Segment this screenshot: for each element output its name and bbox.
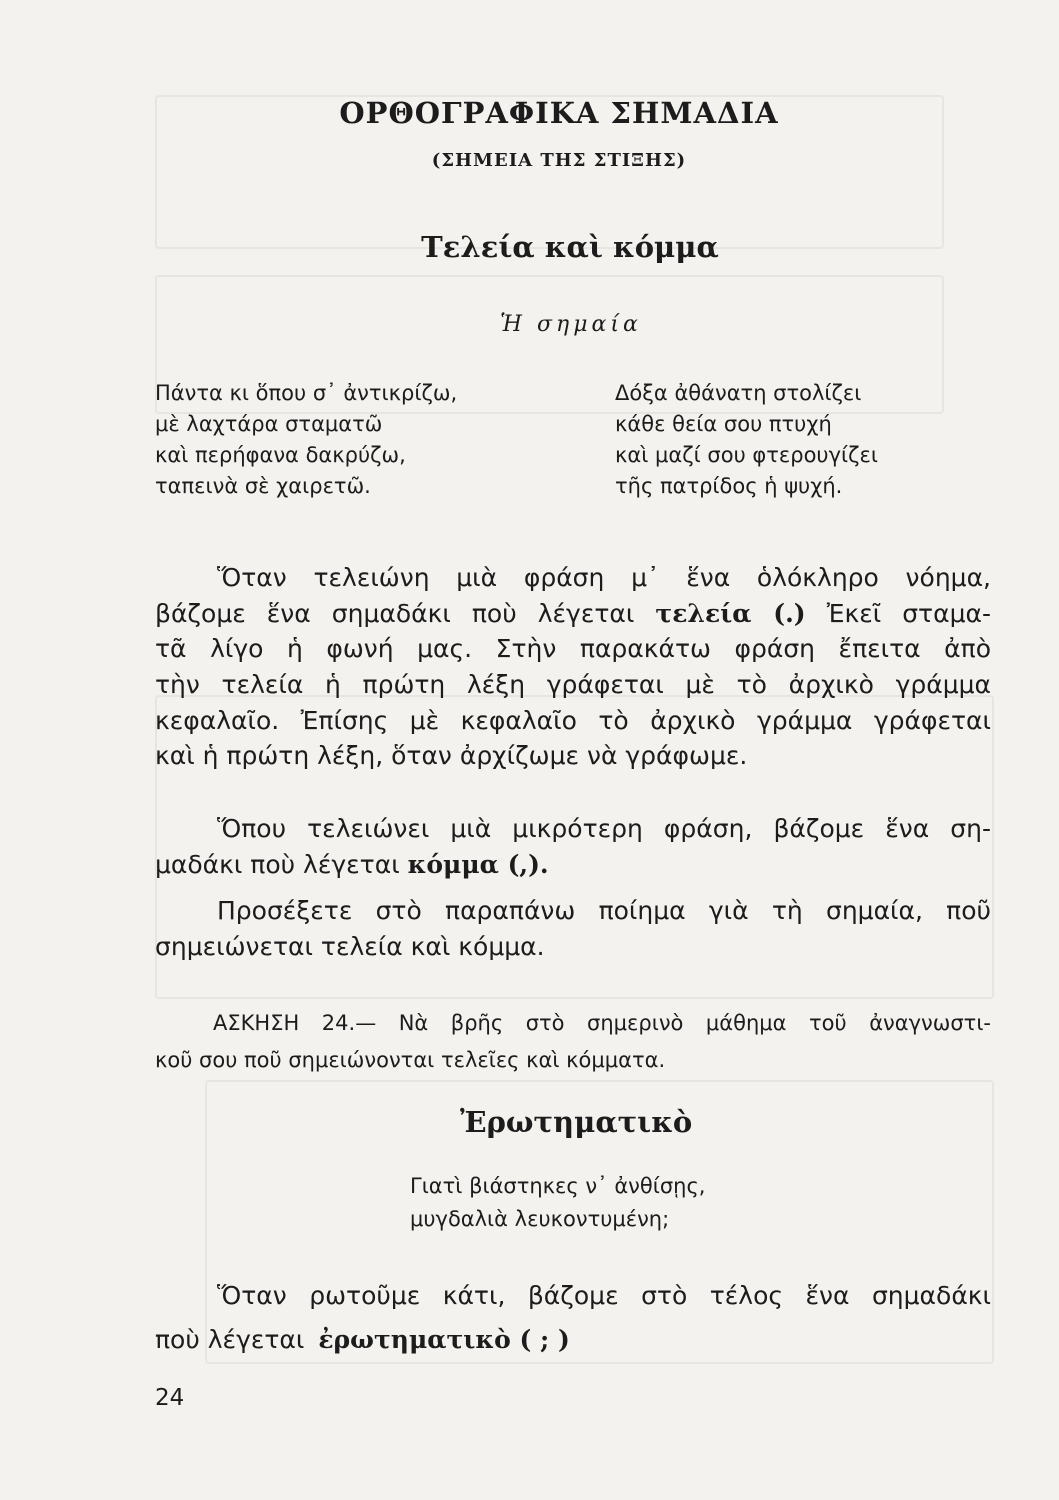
page-number: 24 [155,1385,185,1411]
poem-right-column [615,378,878,502]
text-line: Προσέξετε στὸ παραπάνω ποίημα γιὰ τὴ σημαία, ποῦ [217,896,991,925]
poem-title: Ἡ σημαία [500,312,642,337]
poem-line: καὶ περήφανα δακρύζω, [155,443,406,467]
paragraph-period [155,560,991,774]
section-title: Ἐρωτηματικὸ [460,1105,693,1139]
term-period: τελεία (.) [655,598,806,628]
term-comma: κόμμα (,). [407,849,549,879]
section-title: Τελεία καὶ κόμμα [421,230,719,264]
text-line: τὴν τελεία ἡ πρώτη λέξη γράφεται μὲ τὸ ἀρχικὸ γράμμα [155,670,991,700]
page-subtitle: (ΣΗΜΕΙΑ ΤΗΣ ΣΤΙΞΗΣ) [431,150,687,171]
text-line: Ὅταν ρωτοῦμε κάτι, βάζομε στὸ τέλος ἕνα σημαδάκι [217,1281,991,1310]
poem-line: τῆς πατρίδος ἡ ψυχή. [615,474,843,498]
text-span: βάζομε ἕνα σημαδάκι ποὺ λέγεται [155,598,635,628]
paragraph-comma [155,811,991,882]
text-line: Ὅταν τελειώνη μιὰ φράση μ᾽ ἕνα ὁλόκληρο νόημα, [217,563,991,592]
page-title: ΟΡΘΟΓΡΑΦΙΚΑ ΣΗΜΑΔΙΑ [339,96,779,130]
paragraph-question-mark [155,1274,991,1362]
poem-line: Δόξα ἀθάνατη στολίζει [615,381,862,405]
exercise-24 [155,1005,991,1079]
poem-left-column [155,378,457,502]
term-question-mark: ἐρωτηματικὸ ( ; ) [318,1325,570,1354]
text-line: Ὅπου τελειώνει μιὰ μικρότερη φράση, βάζομε ἕνα ση- [217,814,991,843]
verse [410,1170,705,1236]
paragraph-instruction [155,893,991,964]
poem-line: Πάντα κι ὅπου σ᾽ ἀντικρίζω, [155,381,458,405]
poem-line: ταπεινὰ σὲ χαιρετῶ. [155,474,371,498]
poem-line: κάθε θεία σου πτυχή [615,412,832,436]
poem-line: καὶ μαζί σου φτερουγίζει [615,443,878,467]
text-line [155,847,991,883]
text-line: κοῦ σου ποῦ σημειώνονται τελεῖες καὶ κόμματα. [155,1048,666,1072]
verse-line: μυγδαλιὰ λευκοντυμένη; [410,1207,670,1231]
text-line [155,1318,991,1362]
text-line: σημειώνεται τελεία καὶ κόμμα. [155,931,545,961]
text-span: ποὺ λέγεται [155,1325,305,1354]
poem-line: μὲ λαχτάρα σταματῶ [155,412,383,436]
text-line: τᾶ λίγο ἡ φωνή μας. Στὴν παρακάτω φράση ἔπειτα ἀπὸ [155,634,991,664]
text-line: ΑΣΚΗΣΗ 24.— Νὰ βρῆς στὸ σημερινὸ μάθημα τοῦ ἀναγνωστι- [213,1011,991,1035]
text-line [155,596,991,632]
text-line: κεφαλαῖο. Ἐπίσης μὲ κεφαλαῖο τὸ ἀρχικὸ γράμμα γράφεται [155,705,991,735]
text-span: Ἐκεῖ σταμα- [826,598,991,628]
text-span: μαδάκι ποὺ λέγεται [155,849,400,879]
text-line: καὶ ἡ πρώτη λέξη, ὅταν ἀρχίζωμε νὰ γράφωμε. [155,741,748,771]
verse-line: Γιατὶ βιάστηκες ν᾽ ἀνθίσῃς, [410,1174,706,1198]
